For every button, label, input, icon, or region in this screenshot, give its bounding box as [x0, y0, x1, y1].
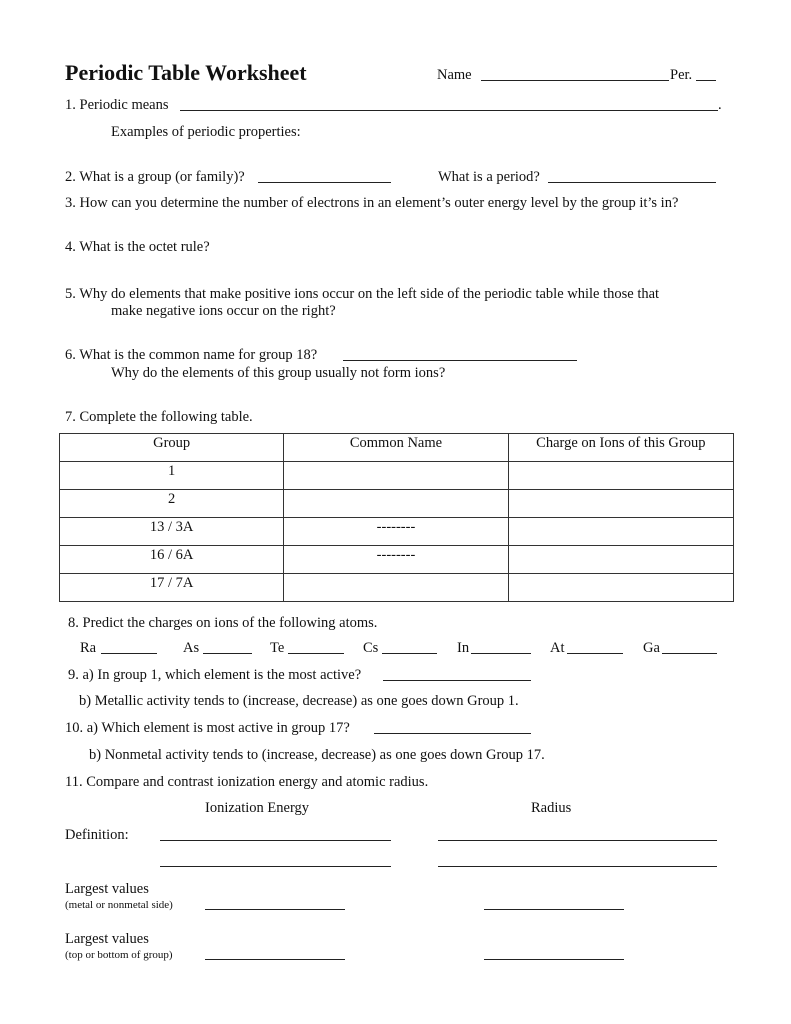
- atom-label-in: In: [457, 640, 470, 656]
- table-row: [60, 462, 734, 490]
- table-row: [60, 546, 734, 574]
- table-cell-common-name[interactable]: [284, 574, 508, 602]
- name-label: Name: [437, 67, 472, 83]
- q6-answer-line[interactable]: [343, 360, 577, 361]
- q11-col-radius: Radius: [531, 800, 572, 816]
- q11-col-ionization: Ionization Energy: [205, 800, 310, 816]
- q5-text-line1: 5. Why do elements that make positive ions occur on the left side of the periodic table while those that: [65, 286, 660, 302]
- largest-radius-side-line[interactable]: [484, 909, 624, 910]
- table-cell-charge[interactable]: [508, 574, 733, 602]
- definition-radius-line-1[interactable]: [438, 840, 717, 841]
- table-row: [60, 490, 734, 518]
- q1-examples: Examples of periodic properties:: [111, 124, 301, 140]
- atom-answer-at[interactable]: [567, 653, 623, 654]
- table-cell-group: 17 / 7A: [60, 574, 284, 602]
- q2-group-answer-line[interactable]: [258, 182, 391, 183]
- q5-text-line2: make negative ions occur on the right?: [111, 303, 336, 319]
- atom-label-as: As: [183, 640, 200, 656]
- atom-answer-as[interactable]: [203, 653, 252, 654]
- table-cell-group: 2: [60, 490, 284, 518]
- table-cell-common-name[interactable]: [284, 462, 508, 490]
- atom-answer-cs[interactable]: [382, 653, 437, 654]
- q1-text: 1. Periodic means: [65, 97, 169, 113]
- table-header-row: [60, 434, 734, 462]
- table-cell-group: 1: [60, 462, 284, 490]
- atom-label-te: Te: [270, 640, 285, 656]
- table-header-group: Group: [60, 434, 284, 462]
- table-row: [60, 574, 734, 602]
- q6-text-line1: 6. What is the common name for group 18?: [65, 347, 318, 363]
- period-field[interactable]: [696, 80, 716, 81]
- q2-period-text: What is a period?: [438, 169, 540, 185]
- definition-label: Definition:: [65, 827, 129, 843]
- q1-period: .: [718, 97, 722, 113]
- q10a-text: 10. a) Which element is most active in group 17?: [65, 720, 350, 736]
- atom-label-ga: Ga: [643, 640, 660, 656]
- largest-values-label-1: Largest values: [65, 881, 149, 897]
- q10b-text: b) Nonmetal activity tends to (increase, decrease) as one goes down Group 17.: [89, 747, 545, 763]
- q11-text: 11. Compare and contrast ionization energy and atomic radius.: [65, 774, 429, 790]
- atom-answer-ra[interactable]: [101, 653, 157, 654]
- largest-values-sub-1: (metal or nonmetal side): [65, 899, 173, 911]
- table-cell-group: 13 / 3A: [60, 518, 284, 546]
- definition-ionization-line-1[interactable]: [160, 840, 391, 841]
- table-cell-charge[interactable]: [508, 490, 733, 518]
- atom-label-cs: Cs: [363, 640, 379, 656]
- atom-label-ra: Ra: [80, 640, 97, 656]
- largest-ionization-group-line[interactable]: [205, 959, 345, 960]
- definition-ionization-line-2[interactable]: [160, 866, 391, 867]
- largest-radius-group-line[interactable]: [484, 959, 624, 960]
- q8-text: 8. Predict the charges on ions of the following atoms.: [68, 615, 378, 631]
- groups-table: [59, 433, 734, 602]
- table-cell-common-name: --------: [284, 546, 508, 574]
- table-header-common-name: Common Name: [284, 434, 508, 462]
- q1-answer-line[interactable]: [180, 110, 718, 111]
- atom-answer-ga[interactable]: [662, 653, 717, 654]
- page-title: Periodic Table Worksheet: [65, 60, 307, 85]
- q3-text: 3. How can you determine the number of electrons in an element’s outer energy level by the group it’s in?: [65, 195, 679, 211]
- definition-radius-line-2[interactable]: [438, 866, 717, 867]
- q9a-answer-line[interactable]: [383, 680, 531, 681]
- table-header-charge: Charge on Ions of this Group: [508, 434, 733, 462]
- q2-period-answer-line[interactable]: [548, 182, 716, 183]
- atom-label-at: At: [550, 640, 565, 656]
- q9b-text: b) Metallic activity tends to (increase, decrease) as one goes down Group 1.: [79, 693, 519, 709]
- largest-ionization-side-line[interactable]: [205, 909, 345, 910]
- largest-values-sub-2: (top or bottom of group): [65, 949, 173, 961]
- atom-answer-in[interactable]: [471, 653, 531, 654]
- table-cell-common-name[interactable]: [284, 490, 508, 518]
- q6-text-line2: Why do the elements of this group usually not form ions?: [111, 365, 446, 381]
- q10a-answer-line[interactable]: [374, 733, 531, 734]
- atom-answer-te[interactable]: [288, 653, 344, 654]
- period-label: Per.: [670, 67, 693, 83]
- table-cell-common-name: --------: [284, 518, 508, 546]
- q4-text: 4. What is the octet rule?: [65, 239, 210, 255]
- table-cell-group: 16 / 6A: [60, 546, 284, 574]
- q2-group-text: 2. What is a group (or family)?: [65, 169, 245, 185]
- table-row: [60, 518, 734, 546]
- table-cell-charge[interactable]: [508, 462, 733, 490]
- name-field[interactable]: [481, 80, 669, 81]
- table-cell-charge[interactable]: [508, 546, 733, 574]
- largest-values-label-2: Largest values: [65, 931, 149, 947]
- q7-text: 7. Complete the following table.: [65, 409, 253, 425]
- table-cell-charge[interactable]: [508, 518, 733, 546]
- q9a-text: 9. a) In group 1, which element is the most active?: [68, 667, 362, 683]
